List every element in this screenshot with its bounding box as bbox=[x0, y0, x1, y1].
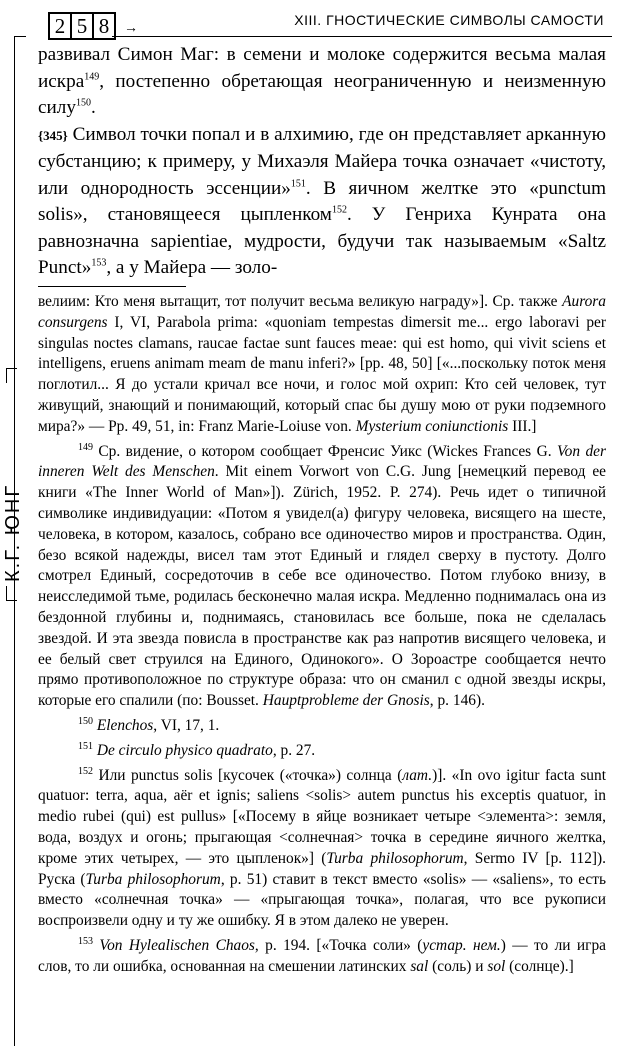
paragraph-number: {345} bbox=[38, 127, 68, 143]
italic-title: Von Hylealischen Chaos bbox=[99, 936, 255, 954]
text-run: (солнце).] bbox=[505, 957, 574, 975]
paragraph bbox=[38, 122, 606, 282]
page-digit: 2 bbox=[48, 12, 72, 40]
text-run: . bbox=[90, 97, 96, 118]
footnotes bbox=[38, 292, 606, 978]
bracket-top bbox=[6, 368, 17, 383]
text-run: , а у Майера — золо- bbox=[106, 257, 278, 278]
text-run: , Sermo IV [p. 112]). Руска ( bbox=[38, 849, 606, 888]
footnote-number: 152 bbox=[78, 765, 93, 777]
italic-text: лат. bbox=[402, 766, 433, 784]
footnote-separator bbox=[38, 286, 186, 287]
text-run: развивал Симон Маг: в семени и молоке содержится весьма малая искра bbox=[38, 44, 606, 92]
footnote-number: 150 bbox=[78, 715, 93, 727]
italic-title: Mysterium coniunctionis bbox=[355, 417, 509, 435]
main-text bbox=[38, 42, 606, 282]
left-margin-stub bbox=[14, 36, 26, 37]
text-run: III.] bbox=[508, 417, 537, 435]
running-head: XIII. ГНОСТИЧЕСКИЕ СИМВОЛЫ САМОСТИ bbox=[294, 12, 604, 28]
italic-title: Von der inneren Welt des Menschen bbox=[38, 442, 607, 481]
text-run: , p. 27. bbox=[272, 741, 316, 759]
text-run: (соль) и bbox=[428, 957, 488, 975]
page-digit: 8 bbox=[92, 12, 116, 40]
italic-title: Hauptprobleme der Gnosis bbox=[262, 692, 430, 710]
footnote-152 bbox=[38, 766, 606, 932]
footnote-continuation bbox=[38, 292, 606, 438]
footnote-149 bbox=[38, 442, 606, 712]
text-run: , p. 146). bbox=[429, 692, 485, 710]
footnote-ref[interactable]: 153 bbox=[91, 257, 107, 269]
page-number bbox=[48, 12, 114, 40]
footnote-ref[interactable]: 152 bbox=[331, 204, 347, 216]
author-name: К.Г. ЮНГ bbox=[2, 483, 24, 582]
footnote-151 bbox=[38, 741, 606, 762]
text-run: Или punctus solis [кусочек («точка») солнца ( bbox=[93, 766, 403, 784]
text-run: Ср. видение, о котором сообщает Френсис Уикс (Wickes Frances G. bbox=[93, 442, 557, 460]
footnote-ref[interactable]: 149 bbox=[84, 71, 100, 83]
text-run: . Mit einem Vorwort von C.G. Jung [немецкий перевод ее книги «The Inner World of Man»]). Zürich, 1952. P. 274). Речь идет о типичной символике индивидуации: «Потом я увидел(а) фигуру человека, висящего на шесте, человека, в котором, казалось, собрано все одиночество миров и пространства. Один, безо всякой надежды, висел там этот Единый и глядел сверху в пустоту. Долго смотрел Единый, сосредоточив в себе все одиночество. Потом глубоко внизу, в неисследимой тьме, родилась бесконечно малая искра. Медленно поднималась она из бездонной глубины и, поднимаясь, становилась все больше, пока не сделалась звездой. И эта звезда повисла в пространстве как раз напротив висящего человека, и ее белый свет струился на Единого, Одинокого». О Зороастре сообщается нечто прямо противоположное по структуре образа: что он сманил с одной звезды искры, которые его спалили (по: Bousset. bbox=[38, 463, 607, 710]
footnote-ref[interactable]: 151 bbox=[290, 178, 306, 190]
paragraph bbox=[38, 42, 606, 122]
italic-text: sol bbox=[487, 957, 506, 975]
italic-text: sal bbox=[410, 957, 429, 975]
page-digit: 5 bbox=[70, 12, 94, 40]
text-run: Символ точки попал и в алхимию, где он представляет арканную субстанцию; к примеру, у Михаэля Майера точка означает «чистоту, или однородность эссенции» bbox=[38, 123, 606, 199]
text-run: , постепенно обретающая неограниченную и неизменную силу bbox=[38, 70, 606, 118]
text-run: . У Генриха Кунрата она равнозначна sapientiae, мудрости, будучи так называемым «Saltz Punct» bbox=[38, 204, 606, 278]
arrow-icon: → bbox=[124, 21, 138, 36]
italic-title: De circulo physico quadrato bbox=[96, 741, 273, 759]
italic-title: Elenchos bbox=[96, 716, 154, 734]
italic-title: Turba philosophorum bbox=[85, 870, 221, 888]
footnote-number: 153 bbox=[78, 935, 93, 947]
text-run: . В яичном желтке это «punctum solis», становящееся цыпленком bbox=[38, 177, 606, 225]
footnote-153 bbox=[38, 936, 606, 978]
text-run: велиим: Кто меня вытащит, тот получит весьма великую награду»]. Ср. также bbox=[38, 293, 563, 310]
author-side-label bbox=[0, 432, 28, 602]
text-run: I, VI, Parabola prima: «quoniam tempestas dimersit me... ergo laboravi per singulas noctes clamans, raucae factae sunt fauces meae: qui est homo, qui vivit sciens et intelligens, eruens animam meam de manu inferi?» [pp. 48, 50] [«...поскольку поток меня поглотил... Я до устали кричал все ночи, и голос мой охрип: Кто сей человек, тут живущий, знающий и понимающий, который спас бы душу мою от руки подземного мира?» — Pp. 49, 51, in: Franz Marie-Loiuse von. bbox=[38, 313, 606, 435]
italic-title: Turba philosophorum bbox=[326, 849, 464, 867]
italic-text: устар. нем. bbox=[422, 936, 501, 954]
text-run: , VI, 17, 1. bbox=[153, 716, 220, 734]
footnote-number: 151 bbox=[78, 740, 93, 752]
footnote-ref[interactable]: 150 bbox=[75, 97, 91, 109]
text-run: , p. 194. [«Точка соли» ( bbox=[254, 936, 423, 954]
text-run: )]. «In ovo igitur facta sunt quatuor: terra, aqua, aёr et ignis; saliens <solis> autem punctus his exceptis quatuor, in medio rubei (qui) est pullus» [«Посему в яйце возникает четыре <элемента>: земля, вода, воздух и огонь; прыгающая <солнечная> точка в середине яичного желтка, кроме этих четырех, — это цыпленок»] ( bbox=[38, 766, 606, 867]
text-run: , p. 51) ставит в текст вместо «solis» — «saliens», то есть вместо «солнечная точка» — «прыгающая точка», полагая, что все рукописи воспроизвели одну и ту же ошибку. Я в этом далеко не уверен. bbox=[38, 870, 606, 930]
footnote-150 bbox=[38, 716, 606, 737]
header-rule bbox=[112, 36, 612, 37]
italic-title: Aurora consurgens bbox=[38, 293, 606, 331]
footnote-number: 149 bbox=[78, 441, 93, 453]
text-run: ) — то ли игра слов, то ли ошибка, основанная на смешении латинских bbox=[38, 936, 606, 975]
